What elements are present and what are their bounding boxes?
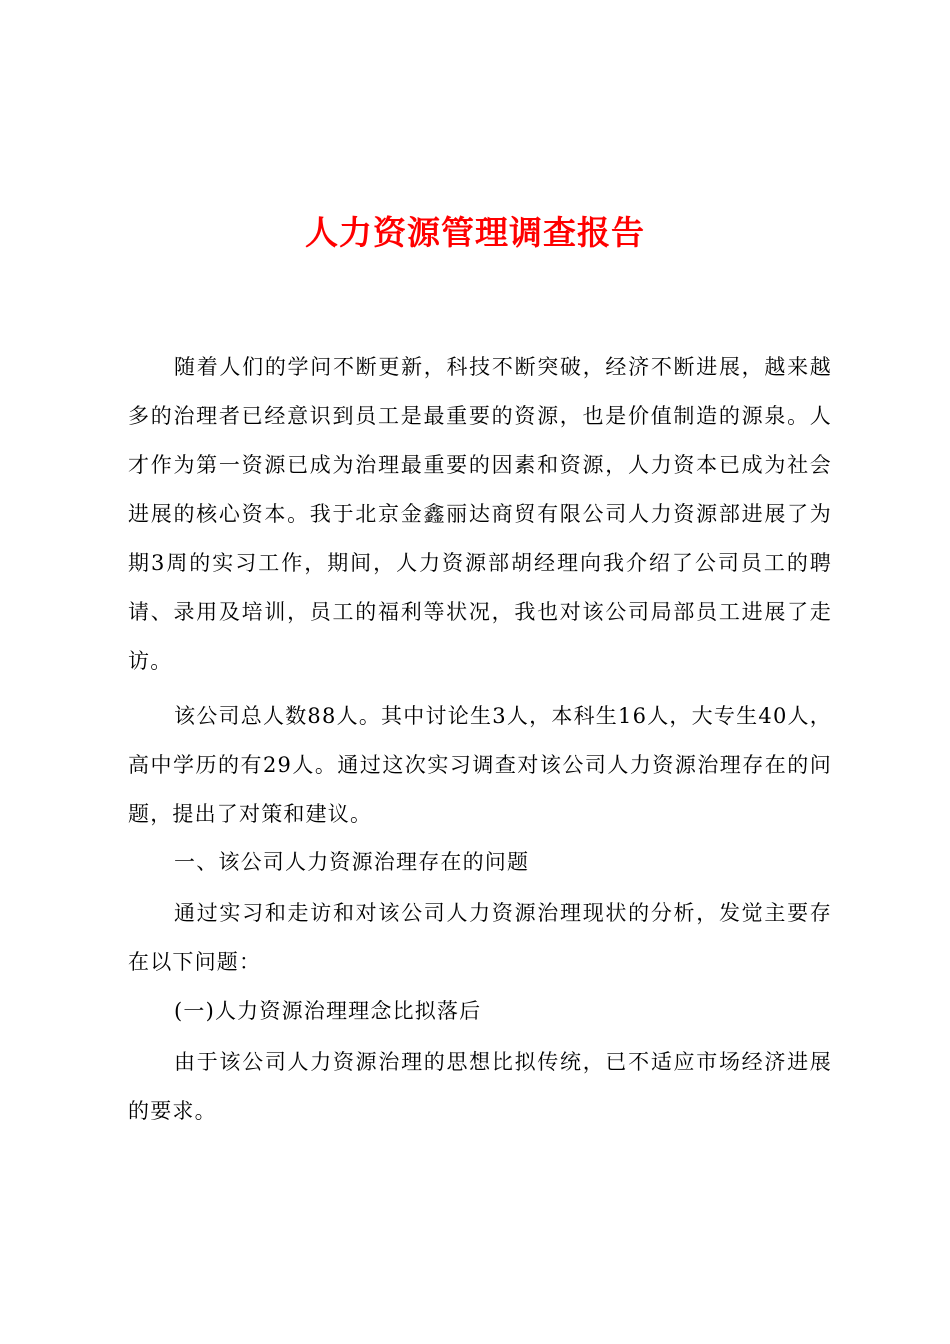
paragraph-problems-intro: 通过实习和走访和对该公司人力资源治理现状的分析，发觉主要存在以下问题： [128, 901, 832, 974]
document-title: 人力资源管理调查报告 [305, 213, 645, 252]
paragraph-concept: 由于该公司人力资源治理的思想比拟传统，已不适应市场经济进展的要求。 [128, 1050, 832, 1123]
subsection-heading-concept: (一)人力资源治理理念比拟落后 [174, 999, 482, 1023]
paragraph-intro: 随着人们的学问不断更新，科技不断突破，经济不断进展，越来越多的治理者已经意识到员工是最重要的资源，也是价值制造的源泉。人才作为第一资源已成为治理最重要的因素和资源，人力资本已成为社会进展的核心资本。我于北京金鑫丽达商贸有限公司人力资源部进展了为期3周的实习工作，期间，人力资源部胡经理向我介绍了公司员工的聘请、录用及培训，员工的福利等状况，我也对该公司局部员工进展了走访。 [128, 355, 832, 673]
section-heading-problems: 一、该公司人力资源治理存在的问题 [174, 850, 530, 874]
paragraph-staff-composition: 该公司总人数88人。其中讨论生3人，本科生16人，大专生40人，高中学历的有29人。通过这次实习调查对该公司人力资源治理存在的问题，提出了对策和建议。 [128, 704, 832, 826]
